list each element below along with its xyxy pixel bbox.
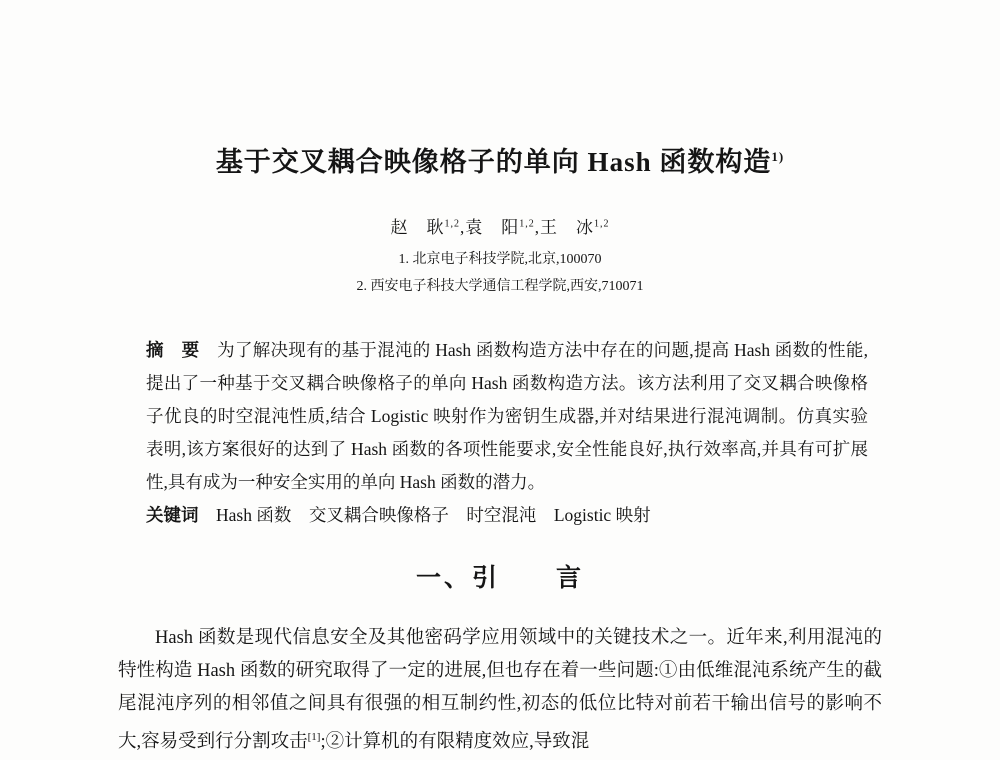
abstract-label: 摘 要: [146, 340, 200, 360]
author-3-name: 王 冰: [540, 218, 594, 237]
affiliation-2: 2. 西安电子科技大学通信工程学院,西安,710071: [356, 279, 644, 294]
author-2-affil-marker: 1,2: [519, 218, 535, 230]
author-1-name: 赵 耿: [390, 218, 445, 237]
abstract-paragraph: [146, 334, 868, 499]
author-2-name: 袁 阳: [465, 218, 520, 237]
author-separator: ,: [534, 218, 540, 237]
keywords-label: 关键词: [146, 505, 199, 525]
author-3: [540, 218, 610, 237]
affiliation-1: 1. 北京电子科技学院,北京,100070: [398, 252, 602, 267]
intro-text-part2: ;②计算机的有限精度效应,导致混: [320, 732, 590, 753]
keywords-text: Hash 函数 交叉耦合映像格子 时空混沌 Logistic 映射: [216, 505, 651, 525]
citation-ref-1: [1]: [307, 731, 321, 743]
keywords-line: [146, 499, 868, 532]
paper-title-text: 基于交叉耦合映像格子的单向 Hash 函数构造: [215, 147, 772, 177]
author-2: [465, 218, 535, 237]
intro-text-part1: Hash 函数是现代信息安全及其他密码学应用领域中的关键技术之一。近年来,利用混沌的特性构造 Hash 函数的研究取得了一定的进展,但也存在着一些问题:①由低维混沌系统产生的截尾混沌序列的相邻值之间具有很强的相互制约性,初态的低位比特对前若干输出信号的影响不大,容易受到行分割攻击: [118, 628, 882, 753]
author-line: [0, 213, 1000, 238]
intro-paragraph: [118, 622, 882, 759]
affiliation-block: [0, 246, 1000, 300]
author-3-affil-marker: 1,2: [594, 218, 610, 230]
abstract-text: 为了解决现有的基于混沌的 Hash 函数构造方法中存在的问题,提高 Hash 函数的性能,提出了一种基于交叉耦合映像格子的单向 Hash 函数构造方法。该方法利用了交叉耦合映像格子优良的时空混沌性质,结合 Logistic 映射作为密钥生成器,并对结果进行混沌调制。仿真实验表明,该方案很好的达到了 Hash 函数的各项性能要求,安全性能良好,执行效率高,并具有可扩展性,具有成为一种安全实用的单向 Hash 函数的潜力。: [146, 340, 869, 492]
author-1: [391, 218, 461, 237]
section-1-heading: 一、引 言: [415, 565, 584, 592]
author-separator: ,: [460, 218, 466, 237]
author-1-affil-marker: 1,2: [444, 218, 460, 230]
title-footnote-marker: 1): [771, 149, 785, 164]
paper-title: [0, 140, 1000, 179]
